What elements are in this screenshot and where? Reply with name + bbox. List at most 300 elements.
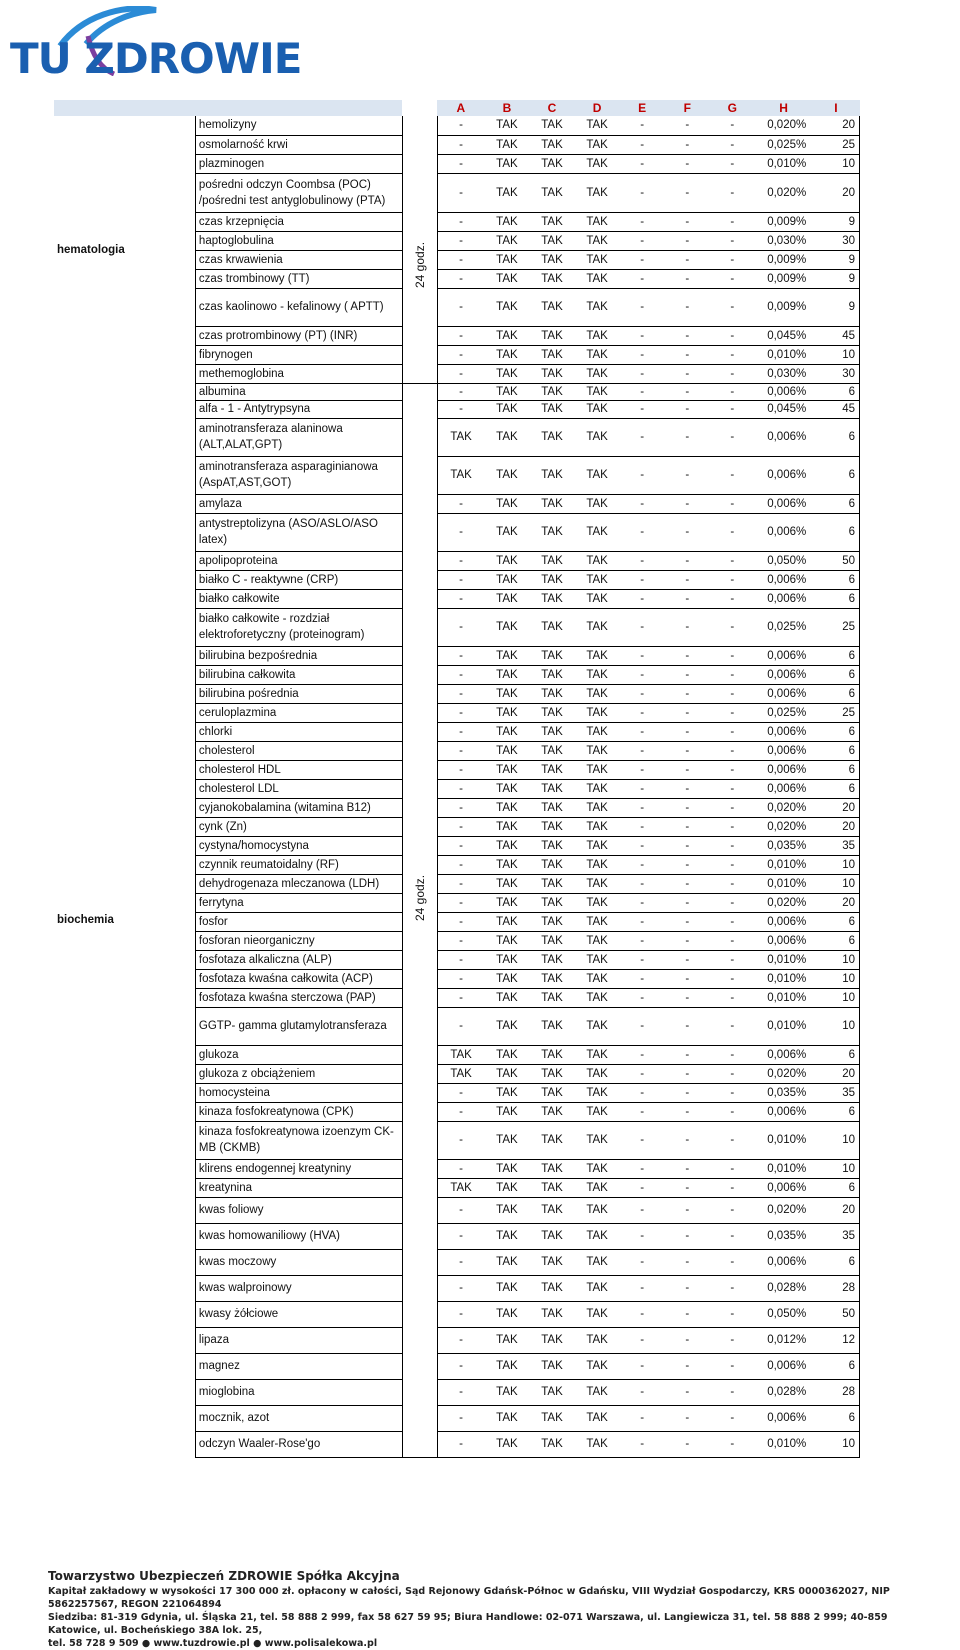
test-name: kwas homowaniliowy (HVA) — [195, 1223, 402, 1249]
cell-I: 20 — [812, 1197, 859, 1223]
cell-B: TAK — [484, 798, 529, 817]
test-name: albumina — [195, 383, 402, 400]
cell-F: - — [665, 912, 710, 931]
cell-E: - — [620, 589, 665, 608]
cell-G: - — [710, 684, 755, 703]
cell-F: - — [665, 269, 710, 288]
cell-A: - — [437, 570, 484, 589]
cell-E: - — [620, 1064, 665, 1083]
cell-D: TAK — [575, 684, 620, 703]
cell-D: TAK — [575, 893, 620, 912]
cell-G: - — [710, 874, 755, 893]
cell-A: - — [437, 1431, 484, 1457]
cell-C: TAK — [529, 231, 574, 250]
cell-G: - — [710, 608, 755, 646]
cell-G: - — [710, 173, 755, 212]
cell-G: - — [710, 589, 755, 608]
cell-D: TAK — [575, 741, 620, 760]
cell-H: 0,006% — [755, 722, 812, 741]
test-name: odczyn Waaler-Rose'go — [195, 1431, 402, 1457]
cell-E: - — [620, 513, 665, 551]
cell-H: 0,006% — [755, 912, 812, 931]
cell-F: - — [665, 1327, 710, 1353]
cell-G: - — [710, 1223, 755, 1249]
cell-F: - — [665, 608, 710, 646]
footer-line: Kapitał zakładowy w wysokości 17 300 000 zł. opłacony w całości, Sąd Rejonowy Gdańsk-Północ w Gdańsku, VIII Wydział Gospodarczy, KRS 0000362027, NIP 5862257567, REGON 221064894 — [48, 1586, 890, 1610]
cell-G: - — [710, 154, 755, 173]
cell-A: - — [437, 893, 484, 912]
cell-B: TAK — [484, 212, 529, 231]
cell-A: - — [437, 931, 484, 950]
cell-G: - — [710, 760, 755, 779]
cell-G: - — [710, 722, 755, 741]
cell-I: 30 — [812, 364, 859, 383]
cell-G: - — [710, 1275, 755, 1301]
cell-H: 0,006% — [755, 1045, 812, 1064]
cell-B: TAK — [484, 1007, 529, 1045]
cell-A: - — [437, 1353, 484, 1379]
cell-D: TAK — [575, 1178, 620, 1197]
cell-E: - — [620, 250, 665, 269]
cell-B: TAK — [484, 1178, 529, 1197]
cell-C: TAK — [529, 741, 574, 760]
cell-F: - — [665, 893, 710, 912]
cell-G: - — [710, 1379, 755, 1405]
cell-B: TAK — [484, 1353, 529, 1379]
cell-D: TAK — [575, 665, 620, 684]
cell-A: - — [437, 988, 484, 1007]
cell-F: - — [665, 1121, 710, 1159]
cell-F: - — [665, 703, 710, 722]
cell-C: TAK — [529, 1327, 574, 1353]
cell-F: - — [665, 1159, 710, 1178]
test-name: cholesterol — [195, 741, 402, 760]
cell-B: TAK — [484, 288, 529, 326]
cell-F: - — [665, 1197, 710, 1223]
cell-H: 0,035% — [755, 836, 812, 855]
cell-C: TAK — [529, 551, 574, 570]
cell-D: TAK — [575, 364, 620, 383]
cell-C: TAK — [529, 250, 574, 269]
cell-D: TAK — [575, 589, 620, 608]
cell-I: 45 — [812, 326, 859, 345]
cell-D: TAK — [575, 608, 620, 646]
table-row — [54, 116, 860, 135]
cell-F: - — [665, 1353, 710, 1379]
cell-H: 0,010% — [755, 1007, 812, 1045]
test-name: ceruloplazmina — [195, 703, 402, 722]
cell-B: TAK — [484, 760, 529, 779]
cell-F: - — [665, 1431, 710, 1457]
cell-C: TAK — [529, 1007, 574, 1045]
cell-D: TAK — [575, 874, 620, 893]
cell-H: 0,009% — [755, 212, 812, 231]
cell-F: - — [665, 1379, 710, 1405]
cell-H: 0,028% — [755, 1379, 812, 1405]
cell-E: - — [620, 855, 665, 874]
cell-E: - — [620, 135, 665, 154]
cell-D: TAK — [575, 513, 620, 551]
cell-C: TAK — [529, 1064, 574, 1083]
cell-I: 9 — [812, 212, 859, 231]
cell-I: 6 — [812, 456, 859, 494]
cell-H: 0,020% — [755, 116, 812, 135]
cell-D: TAK — [575, 836, 620, 855]
cell-F: - — [665, 1178, 710, 1197]
cell-E: - — [620, 1159, 665, 1178]
cell-E: - — [620, 456, 665, 494]
test-name: czas protrombinowy (PT) (INR) — [195, 326, 402, 345]
cell-B: TAK — [484, 1064, 529, 1083]
cell-D: TAK — [575, 722, 620, 741]
cell-F: - — [665, 1083, 710, 1102]
test-name: cyjanokobalamina (witamina B12) — [195, 798, 402, 817]
cell-I: 20 — [812, 798, 859, 817]
cell-F: - — [665, 1405, 710, 1431]
cell-G: - — [710, 1405, 755, 1431]
table-header-row — [54, 100, 860, 116]
test-name: czas kaolinowo - kefalinowy ( APTT) — [195, 288, 402, 326]
cell-A: - — [437, 212, 484, 231]
cell-I: 35 — [812, 1083, 859, 1102]
cell-E: - — [620, 288, 665, 326]
cell-F: - — [665, 969, 710, 988]
cell-B: TAK — [484, 570, 529, 589]
cell-D: TAK — [575, 988, 620, 1007]
coverage-table — [54, 100, 860, 1458]
test-name: haptoglobulina — [195, 231, 402, 250]
cell-C: TAK — [529, 665, 574, 684]
cell-D: TAK — [575, 1275, 620, 1301]
cell-B: TAK — [484, 1045, 529, 1064]
cell-I: 10 — [812, 345, 859, 364]
test-name: osmolarność krwi — [195, 135, 402, 154]
cell-A: - — [437, 741, 484, 760]
cell-H: 0,020% — [755, 1064, 812, 1083]
test-name: fosfotaza kwaśna sterczowa (PAP) — [195, 988, 402, 1007]
cell-B: TAK — [484, 950, 529, 969]
cell-F: - — [665, 1275, 710, 1301]
cell-D: TAK — [575, 1121, 620, 1159]
cell-B: TAK — [484, 418, 529, 456]
test-name: białko całkowite — [195, 589, 402, 608]
cell-A: - — [437, 364, 484, 383]
test-name: hemolizyny — [195, 116, 402, 135]
cell-E: - — [620, 231, 665, 250]
cell-H: 0,006% — [755, 513, 812, 551]
test-name: bilirubina całkowita — [195, 665, 402, 684]
cell-C: TAK — [529, 383, 574, 400]
cell-F: - — [665, 364, 710, 383]
cell-B: TAK — [484, 231, 529, 250]
cell-A: - — [437, 874, 484, 893]
cell-D: TAK — [575, 1405, 620, 1431]
cell-H: 0,006% — [755, 1249, 812, 1275]
cell-C: TAK — [529, 364, 574, 383]
test-name: glukoza z obciążeniem — [195, 1064, 402, 1083]
cell-B: TAK — [484, 1083, 529, 1102]
cell-C: TAK — [529, 1223, 574, 1249]
cell-I: 20 — [812, 893, 859, 912]
cell-I: 45 — [812, 400, 859, 418]
cell-C: TAK — [529, 135, 574, 154]
column-header: E — [620, 100, 665, 116]
cell-I: 6 — [812, 1178, 859, 1197]
cell-H: 0,006% — [755, 760, 812, 779]
cell-I: 50 — [812, 1301, 859, 1327]
cell-E: - — [620, 154, 665, 173]
cell-E: - — [620, 1223, 665, 1249]
test-name: antystreptolizyna (ASO/ASLO/ASO latex) — [195, 513, 402, 551]
cell-G: - — [710, 969, 755, 988]
cell-H: 0,020% — [755, 817, 812, 836]
cell-H: 0,035% — [755, 1083, 812, 1102]
cell-B: TAK — [484, 722, 529, 741]
cell-H: 0,050% — [755, 551, 812, 570]
cell-E: - — [620, 1083, 665, 1102]
cell-A: - — [437, 817, 484, 836]
cell-H: 0,009% — [755, 288, 812, 326]
cell-I: 6 — [812, 665, 859, 684]
cell-B: TAK — [484, 1301, 529, 1327]
cell-G: - — [710, 345, 755, 364]
cell-I: 10 — [812, 950, 859, 969]
cell-A: - — [437, 912, 484, 931]
cell-D: TAK — [575, 135, 620, 154]
cell-G: - — [710, 456, 755, 494]
cell-D: TAK — [575, 1379, 620, 1405]
cell-H: 0,010% — [755, 1159, 812, 1178]
cell-G: - — [710, 212, 755, 231]
cell-A: - — [437, 154, 484, 173]
cell-B: TAK — [484, 1223, 529, 1249]
cell-E: - — [620, 760, 665, 779]
time-label: 24 godz. — [412, 874, 427, 921]
footer-line: tel. 58 728 9 509 ● www.tuzdrowie.pl ● www.polisalekowa.pl — [48, 1638, 378, 1649]
category-label: biochemia — [57, 914, 114, 926]
cell-A: - — [437, 1007, 484, 1045]
cell-C: TAK — [529, 1353, 574, 1379]
cell-F: - — [665, 513, 710, 551]
cell-C: TAK — [529, 418, 574, 456]
cell-E: - — [620, 326, 665, 345]
header-blank — [195, 100, 402, 116]
cell-E: - — [620, 817, 665, 836]
cell-D: TAK — [575, 326, 620, 345]
company-logo — [8, 6, 338, 88]
cell-H: 0,006% — [755, 779, 812, 798]
cell-B: TAK — [484, 1405, 529, 1431]
cell-B: TAK — [484, 1275, 529, 1301]
cell-F: - — [665, 855, 710, 874]
cell-E: - — [620, 1353, 665, 1379]
cell-E: - — [620, 1431, 665, 1457]
cell-H: 0,020% — [755, 173, 812, 212]
cell-G: - — [710, 1083, 755, 1102]
cell-I: 6 — [812, 513, 859, 551]
cell-C: TAK — [529, 1301, 574, 1327]
cell-I: 6 — [812, 779, 859, 798]
cell-F: - — [665, 173, 710, 212]
cell-B: TAK — [484, 1121, 529, 1159]
cell-B: TAK — [484, 646, 529, 665]
cell-A: - — [437, 1223, 484, 1249]
cell-H: 0,020% — [755, 1197, 812, 1223]
cell-H: 0,010% — [755, 855, 812, 874]
cell-B: TAK — [484, 250, 529, 269]
cell-A: - — [437, 646, 484, 665]
cell-H: 0,010% — [755, 950, 812, 969]
test-name: apolipoproteina — [195, 551, 402, 570]
cell-H: 0,010% — [755, 154, 812, 173]
cell-A: - — [437, 1102, 484, 1121]
cell-E: - — [620, 798, 665, 817]
cell-I: 6 — [812, 931, 859, 950]
cell-B: TAK — [484, 400, 529, 418]
cell-F: - — [665, 646, 710, 665]
cell-H: 0,025% — [755, 703, 812, 722]
test-name: dehydrogenaza mleczanowa (LDH) — [195, 874, 402, 893]
cell-H: 0,006% — [755, 646, 812, 665]
cell-C: TAK — [529, 1379, 574, 1405]
cell-C: TAK — [529, 1178, 574, 1197]
test-name: lipaza — [195, 1327, 402, 1353]
cell-F: - — [665, 212, 710, 231]
cell-D: TAK — [575, 1223, 620, 1249]
cell-C: TAK — [529, 950, 574, 969]
test-name: homocysteina — [195, 1083, 402, 1102]
cell-C: TAK — [529, 912, 574, 931]
cell-G: - — [710, 1159, 755, 1178]
cell-E: - — [620, 269, 665, 288]
cell-A: - — [437, 494, 484, 513]
test-name: cynk (Zn) — [195, 817, 402, 836]
cell-F: - — [665, 400, 710, 418]
cell-A: - — [437, 836, 484, 855]
cell-H: 0,006% — [755, 589, 812, 608]
column-header: D — [575, 100, 620, 116]
cell-E: - — [620, 1301, 665, 1327]
time-label: 24 godz. — [412, 241, 427, 288]
cell-B: TAK — [484, 135, 529, 154]
cell-D: TAK — [575, 551, 620, 570]
cell-I: 10 — [812, 969, 859, 988]
test-name: czynnik reumatoidalny (RF) — [195, 855, 402, 874]
cell-A: TAK — [437, 1045, 484, 1064]
cell-D: TAK — [575, 456, 620, 494]
cell-G: - — [710, 570, 755, 589]
cell-E: - — [620, 684, 665, 703]
cell-I: 10 — [812, 1007, 859, 1045]
cell-D: TAK — [575, 1102, 620, 1121]
cell-F: - — [665, 836, 710, 855]
cell-C: TAK — [529, 1249, 574, 1275]
cell-I: 20 — [812, 817, 859, 836]
cell-C: TAK — [529, 1431, 574, 1457]
cell-F: - — [665, 551, 710, 570]
cell-F: - — [665, 154, 710, 173]
cell-G: - — [710, 364, 755, 383]
cell-C: TAK — [529, 836, 574, 855]
cell-C: TAK — [529, 1083, 574, 1102]
cell-D: TAK — [575, 1353, 620, 1379]
cell-I: 10 — [812, 855, 859, 874]
test-name: kreatynina — [195, 1178, 402, 1197]
cell-E: - — [620, 1197, 665, 1223]
test-name: kwas walproinowy — [195, 1275, 402, 1301]
cell-E: - — [620, 1178, 665, 1197]
cell-G: - — [710, 950, 755, 969]
test-name: klirens endogennej kreatyniny — [195, 1159, 402, 1178]
cell-G: - — [710, 817, 755, 836]
cell-F: - — [665, 456, 710, 494]
cell-E: - — [620, 1102, 665, 1121]
logo-text: TU ZDROWIE — [10, 34, 302, 83]
test-name: fibrynogen — [195, 345, 402, 364]
cell-H: 0,009% — [755, 269, 812, 288]
cell-G: - — [710, 326, 755, 345]
test-name: czas krzepnięcia — [195, 212, 402, 231]
cell-G: - — [710, 741, 755, 760]
cell-B: TAK — [484, 116, 529, 135]
time-cell — [402, 383, 437, 1457]
cell-H: 0,006% — [755, 1102, 812, 1121]
cell-E: - — [620, 345, 665, 364]
cell-I: 10 — [812, 154, 859, 173]
test-name: kwasy żółciowe — [195, 1301, 402, 1327]
cell-A: TAK — [437, 456, 484, 494]
cell-E: - — [620, 1405, 665, 1431]
cell-C: TAK — [529, 931, 574, 950]
cell-I: 20 — [812, 116, 859, 135]
cell-F: - — [665, 988, 710, 1007]
test-name: glukoza — [195, 1045, 402, 1064]
cell-I: 6 — [812, 1102, 859, 1121]
cell-E: - — [620, 608, 665, 646]
test-name: kwas foliowy — [195, 1197, 402, 1223]
cell-B: TAK — [484, 1102, 529, 1121]
cell-I: 10 — [812, 988, 859, 1007]
cell-D: TAK — [575, 1007, 620, 1045]
cell-A: - — [437, 135, 484, 154]
cell-D: TAK — [575, 969, 620, 988]
cell-D: TAK — [575, 950, 620, 969]
cell-I: 25 — [812, 703, 859, 722]
column-header: I — [812, 100, 859, 116]
cell-I: 50 — [812, 551, 859, 570]
cell-H: 0,006% — [755, 931, 812, 950]
cell-B: TAK — [484, 269, 529, 288]
cell-H: 0,020% — [755, 798, 812, 817]
cell-I: 28 — [812, 1379, 859, 1405]
cell-C: TAK — [529, 494, 574, 513]
cell-B: TAK — [484, 703, 529, 722]
cell-D: TAK — [575, 1327, 620, 1353]
cell-D: TAK — [575, 646, 620, 665]
cell-B: TAK — [484, 456, 529, 494]
cell-I: 12 — [812, 1327, 859, 1353]
test-name: aminotransferaza alaninowa (ALT,ALAT,GPT) — [195, 418, 402, 456]
cell-A: - — [437, 1159, 484, 1178]
cell-A: - — [437, 589, 484, 608]
cell-F: - — [665, 1064, 710, 1083]
cell-E: - — [620, 551, 665, 570]
cell-E: - — [620, 1249, 665, 1275]
test-name: fosforan nieorganiczny — [195, 931, 402, 950]
cell-E: - — [620, 969, 665, 988]
cell-D: TAK — [575, 212, 620, 231]
cell-D: TAK — [575, 383, 620, 400]
